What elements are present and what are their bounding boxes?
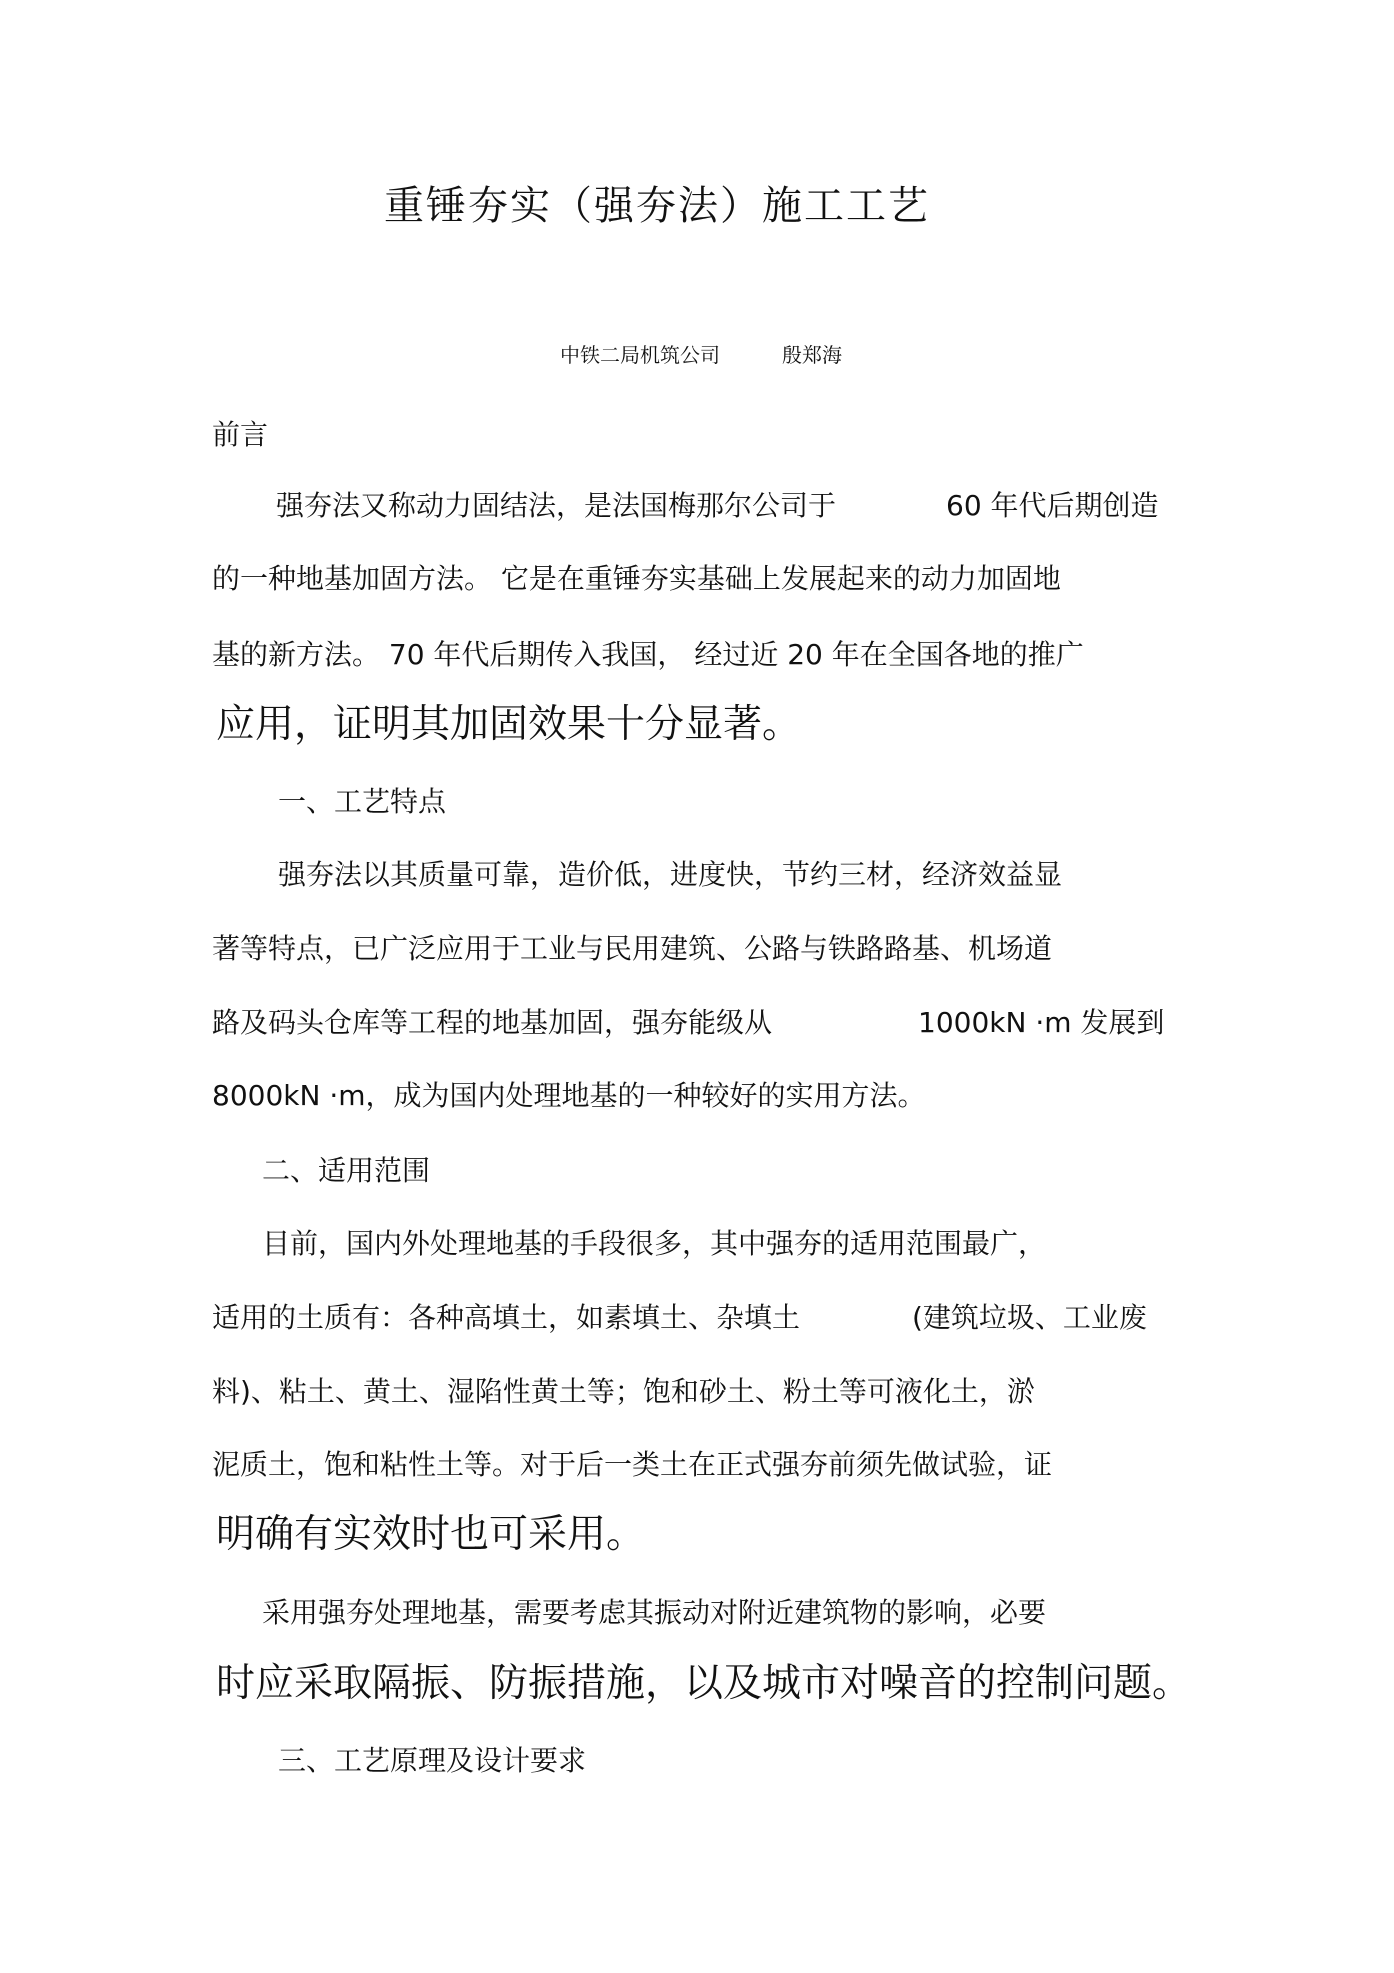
paragraph-line: 路及码头仓库等工程的地基加固，强夯能级从: [212, 1006, 773, 1039]
paragraph-line: 应用，证明其加固效果十分显著。: [216, 702, 802, 747]
paragraph-line: 强夯法以其质量可靠，造价低，进度快，节约三材，经济效益显: [278, 858, 1063, 891]
paragraph-line: 基的新方法。 70 年代后期传入我国， 经过近 20 年在全国各地的推广: [212, 638, 1084, 671]
byline-author: 殷郑海: [782, 343, 842, 367]
paragraph-line: 目前，国内外处理地基的手段很多，其中强夯的适用范围最广，: [262, 1227, 1047, 1260]
paragraph-line: 强夯法又称动力固结法，是法国梅那尔公司于: [276, 489, 837, 522]
paragraph-line: 时应采取隔振、防振措施，以及城市对噪音的控制问题。: [216, 1661, 1192, 1706]
byline-author-wrap: [782, 345, 842, 365]
preface-heading: 前言: [212, 418, 269, 451]
paragraph-line: 采用强夯处理地基，需要考虑其振动对附近建筑物的影响，必要: [262, 1596, 1047, 1629]
paragraph-line: (建筑垃圾、工业废: [912, 1301, 1147, 1334]
section-heading: 二、适用范围: [262, 1154, 431, 1187]
paragraph-line: 著等特点，已广泛应用于工业与民用建筑、公路与铁路路基、机场道: [212, 932, 1053, 965]
section-heading: 三、工艺原理及设计要求: [278, 1744, 587, 1777]
section-heading: 一、工艺特点: [278, 785, 447, 818]
byline: [560, 345, 720, 365]
paragraph-line: 8000kN ·m，成为国内处理地基的一种较好的实用方法。: [212, 1079, 926, 1112]
paragraph-line: 明确有实效时也可采用。: [216, 1512, 646, 1557]
paragraph-line: 泥质土，饱和粘性土等。对于后一类土在正式强夯前须先做试验，证: [212, 1448, 1053, 1481]
document-title: 重锤夯实（强夯法）施工工艺: [384, 183, 930, 229]
paragraph-line: 适用的土质有：各种高填土，如素填土、杂填土: [212, 1301, 801, 1334]
byline-organization: 中铁二局机筑公司: [560, 343, 720, 367]
paragraph-line: 料)、粘土、黄土、湿陷性黄土等；饱和砂土、粉土等可液化土，淤: [212, 1375, 1035, 1408]
paragraph-line: 1000kN ·m 发展到: [918, 1006, 1165, 1039]
paragraph-line: 60 年代后期创造: [946, 489, 1159, 522]
paragraph-line: 的一种地基加固方法。 它是在重锤夯实基础上发展起来的动力加固地: [212, 562, 1061, 595]
